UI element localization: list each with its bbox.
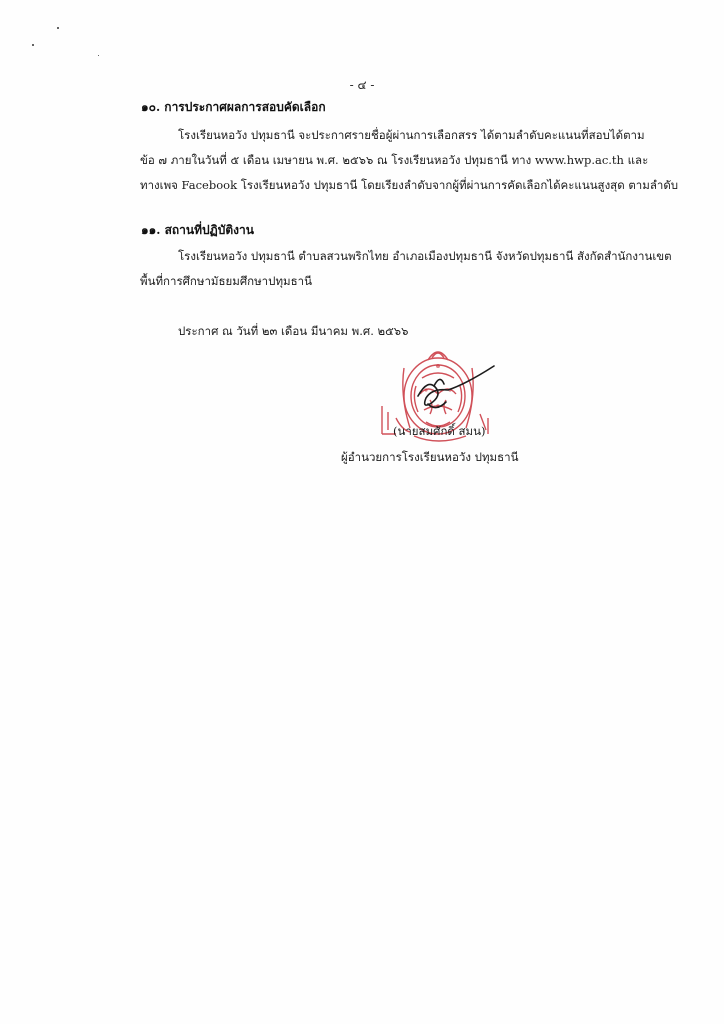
section-10-heading: ๑๐. การประกาศผลการสอบคัดเลือก xyxy=(141,100,326,114)
scan-speck xyxy=(32,44,34,46)
signatory-name: (นายสมศักดิ์ สมน) xyxy=(393,424,486,438)
scan-speck xyxy=(98,55,99,56)
section-10-line-2: ข้อ ๗ ภายในวันที่ ๕ เดือน เมษายน พ.ศ. ๒๕๖๖ ณ โรงเรียนหอวัง ปทุมธานี ทาง www.hwp.ac.th และ xyxy=(140,153,649,167)
section-11-line-2: พื้นที่การศึกษามัธยมศึกษาปทุมธานี xyxy=(140,274,312,288)
scan-speck xyxy=(57,27,59,29)
signatory-position: ผู้อำนวยการโรงเรียนหอวัง ปทุมธานี xyxy=(341,450,519,464)
page-number: - ๔ - xyxy=(349,78,375,92)
section-10-line-1: โรงเรียนหอวัง ปทุมธานี จะประกาศรายชื่อผู้ผ่านการเลือกสรร ได้ตามลำดับคะแนนที่สอบได้ตาม xyxy=(178,128,645,142)
section-11-line-1: โรงเรียนหอวัง ปทุมธานี ตำบลสวนพริกไทย อำเภอเมืองปทุมธานี จังหวัดปทุมธานี สังกัดสำนักงานเขต xyxy=(178,249,672,263)
announcement-date: ประกาศ ณ วันที่ ๒๓ เดือน มีนาคม พ.ศ. ๒๕๖๖ xyxy=(178,324,409,338)
section-11-heading: ๑๑. สถานที่ปฏิบัติงาน xyxy=(141,223,254,237)
section-10-line-3: ทางเพจ Facebook โรงเรียนหอวัง ปทุมธานี โดยเรียงลำดับจากผู้ที่ผ่านการคัดเลือกได้คะแนนสูงสุด ตามลำดับ xyxy=(140,178,679,192)
